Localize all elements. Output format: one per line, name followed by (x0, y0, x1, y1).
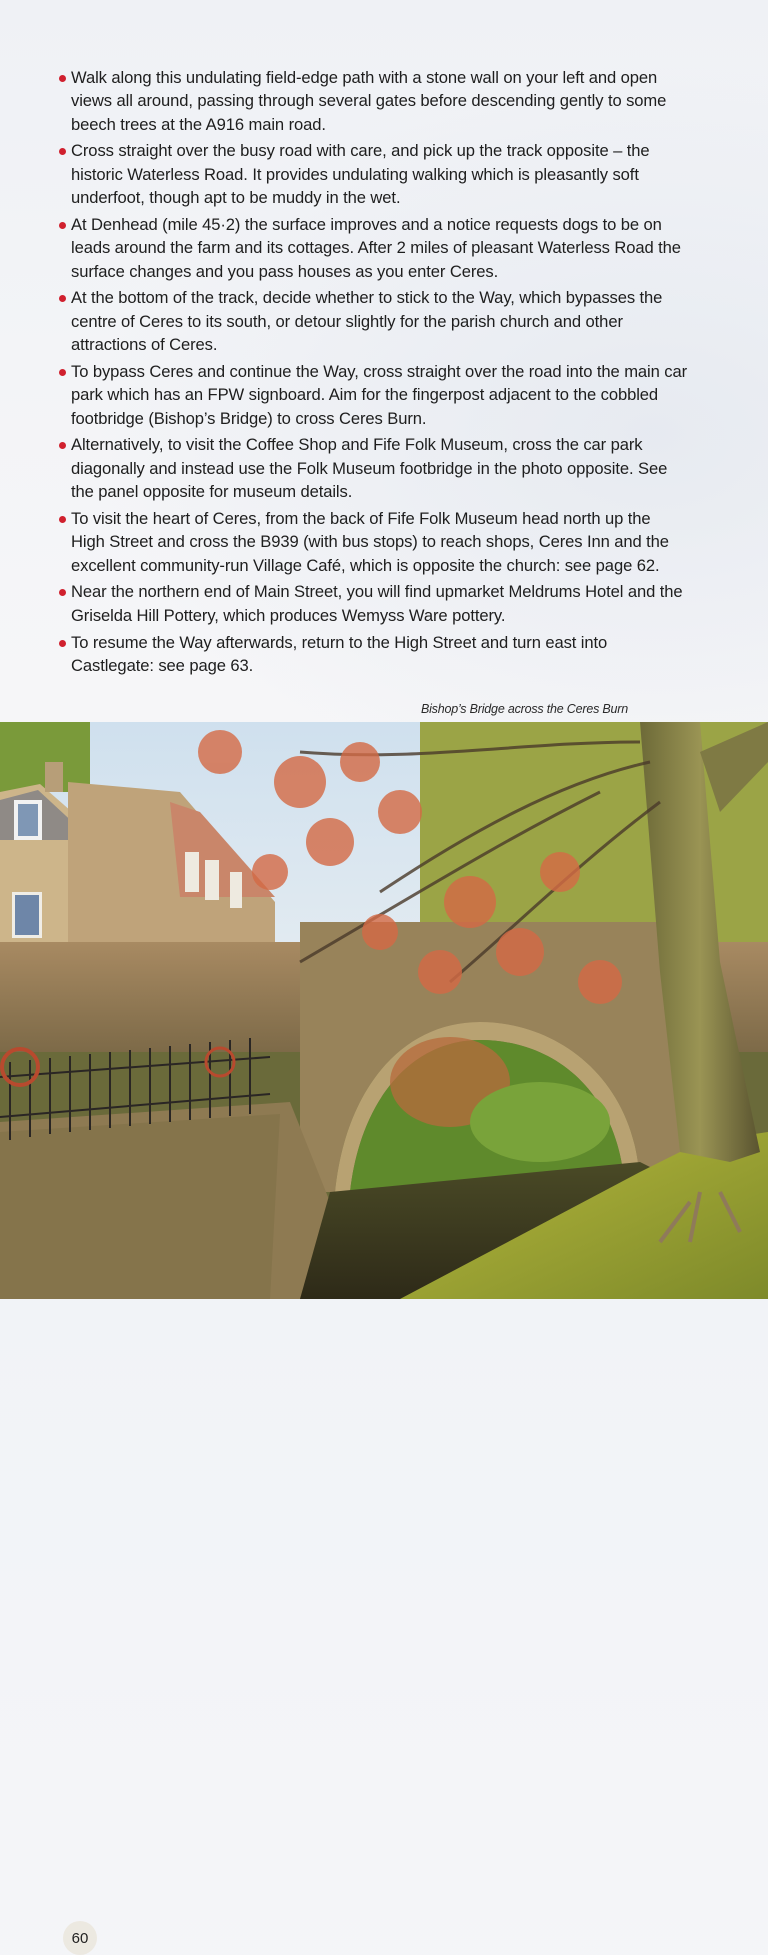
route-step-text: To bypass Ceres and continue the Way, cross straight over the road into the main car park which has an FPW signboard. Aim for the fingerpost adjacent to the cobbled footbridge (Bishop’s Bridge) to cross Ceres Burn. (71, 361, 688, 428)
bullet-icon (59, 442, 66, 449)
route-step-text: Near the northern end of Main Street, you will find upmarket Meldrums Hotel and the Griselda Hill Pottery, which produces Wemyss Ware pottery. (71, 582, 683, 625)
route-step (58, 360, 688, 430)
route-step-text: Alternatively, to visit the Coffee Shop and Fife Folk Museum, cross the car park diagonally and instead use the Folk Museum footbridge in the photo opposite. See the panel opposite for museum details. (71, 435, 668, 502)
bullet-icon (59, 589, 66, 596)
bullet-icon (59, 295, 66, 302)
route-step (58, 66, 688, 136)
bullet-icon (59, 640, 66, 647)
route-step (58, 631, 688, 678)
bullet-icon (59, 75, 66, 82)
bishops-bridge-photo (0, 722, 768, 1947)
route-step (58, 507, 688, 577)
text-panel (0, 0, 768, 722)
bullet-icon (59, 222, 66, 229)
route-step-text: Cross straight over the busy road with care, and pick up the track opposite – the historic Waterless Road. It provides undulating walking which is pleasantly soft underfoot, though apt to be muddy in the wet. (71, 141, 650, 208)
photo-caption: Bishop’s Bridge across the Ceres Burn (420, 702, 628, 716)
route-step-text: Walk along this undulating field-edge path with a stone wall on your left and open views all around, passing through several gates before descending gently to some beech trees at the A916 main road. (71, 68, 667, 134)
route-step (58, 580, 688, 627)
page-number: 60 (63, 1921, 97, 1955)
route-step (58, 286, 688, 356)
route-step-text: At Denhead (mile 45·2) the surface improves and a notice requests dogs to be on leads around the farm and its cottages. After 2 miles of pleasant Waterless Road the surface changes and you pass houses as you enter Ceres. (71, 214, 681, 281)
route-step-text: To resume the Way afterwards, return to the High Street and turn east into Castlegate: see page 63. (71, 632, 608, 675)
bullet-icon (59, 148, 66, 155)
route-steps-list (58, 66, 688, 681)
route-step-text: To visit the heart of Ceres, from the back of Fife Folk Museum head north up the High Street and cross the B939 (with bus stops) to reach shops, Ceres Inn and the excellent community-run Village Café, which is opposite the church: see page 62. (71, 508, 669, 575)
bullet-icon (59, 516, 66, 523)
route-step-text: At the bottom of the track, decide whether to stick to the Way, which bypasses the centre of Ceres to its south, or detour slightly for the parish church and other attractions of Ceres. (71, 288, 663, 355)
route-step (58, 433, 688, 503)
bullet-icon (59, 369, 66, 376)
route-step (58, 213, 688, 283)
route-step (58, 139, 688, 209)
